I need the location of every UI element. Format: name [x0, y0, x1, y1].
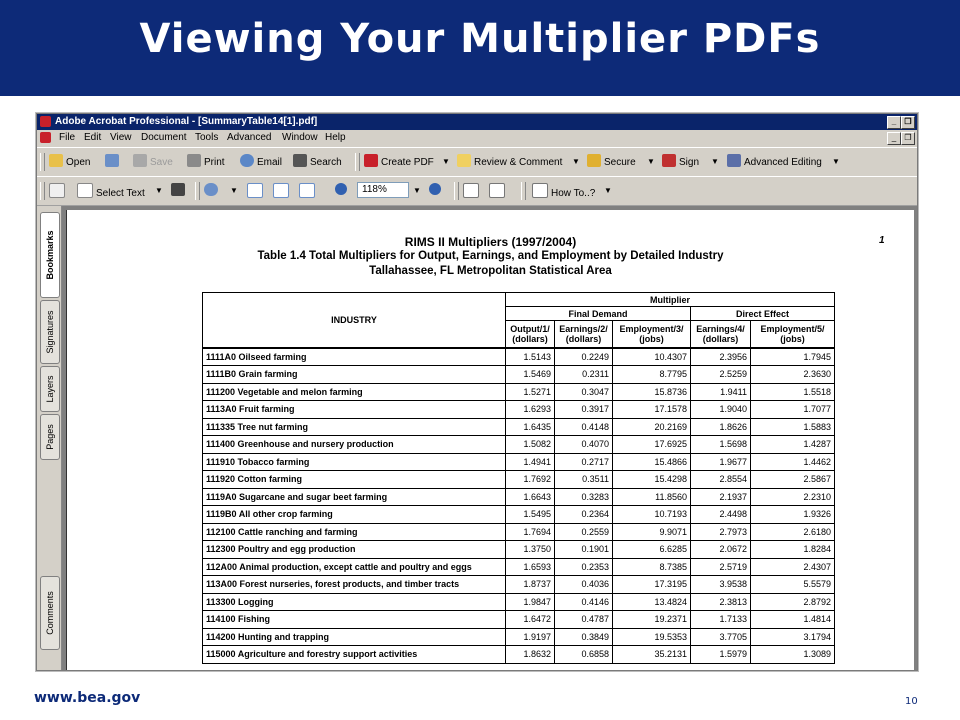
- pdf-page: [66, 210, 914, 670]
- value-cell: 1.5469: [506, 366, 555, 384]
- value-cell: 2.4307: [751, 558, 835, 576]
- table-row: [203, 628, 835, 646]
- hand-icon: [49, 183, 65, 198]
- folder-icon: [49, 154, 63, 167]
- industry-cell: 114200 Hunting and trapping: [203, 628, 506, 646]
- menu-advanced[interactable]: Advanced: [227, 132, 272, 143]
- value-cell: 3.9538: [691, 576, 751, 594]
- value-cell: 19.2371: [613, 611, 691, 629]
- toolbar-file: [37, 147, 917, 177]
- value-cell: 2.5719: [691, 558, 751, 576]
- lock-icon: [587, 154, 601, 167]
- value-cell: 0.2717: [555, 453, 613, 471]
- value-cell: 1.4814: [751, 611, 835, 629]
- value-cell: 1.7133: [691, 611, 751, 629]
- value-cell: 1.9326: [751, 506, 835, 524]
- value-cell: 1.8632: [506, 646, 555, 664]
- value-cell: 0.4148: [555, 418, 613, 436]
- value-cell: 9.9071: [613, 523, 691, 541]
- value-cell: 1.5883: [751, 418, 835, 436]
- value-cell: 1.6435: [506, 418, 555, 436]
- pen-icon: [662, 154, 676, 167]
- table-row: [203, 506, 835, 524]
- table-row: [203, 523, 835, 541]
- menu-file[interactable]: File: [59, 132, 76, 143]
- plus-icon: [429, 183, 441, 195]
- email-button[interactable]: Email: [240, 154, 282, 170]
- value-cell: 1.7945: [751, 348, 835, 366]
- fit-page-icon: [273, 183, 289, 198]
- advanced-editing-button[interactable]: Advanced Editing: [727, 154, 822, 170]
- help-list-icon: [532, 183, 548, 198]
- create-pdf-dropdown[interactable]: ▼: [442, 157, 450, 166]
- value-cell: 1.8626: [691, 418, 751, 436]
- disk-icon: [133, 154, 147, 167]
- value-cell: 1.6593: [506, 558, 555, 576]
- value-cell: 0.1901: [555, 541, 613, 559]
- header-final-demand: Final Demand: [506, 307, 691, 321]
- value-cell: 0.2353: [555, 558, 613, 576]
- select-object-icon: [727, 154, 741, 167]
- document-pane: [62, 206, 917, 670]
- secure-button[interactable]: Secure: [587, 154, 636, 170]
- minus-icon: [335, 183, 347, 195]
- value-cell: 1.5082: [506, 436, 555, 454]
- value-cell: 3.7705: [691, 628, 751, 646]
- table-row: [203, 366, 835, 384]
- how-to-dropdown[interactable]: ▼: [604, 186, 612, 195]
- value-cell: 0.3511: [555, 471, 613, 489]
- value-cell: 2.2310: [751, 488, 835, 506]
- industry-cell: 113300 Logging: [203, 593, 506, 611]
- value-cell: 0.4036: [555, 576, 613, 594]
- review-comment-button[interactable]: Review & Comment: [457, 154, 562, 170]
- rotate-button[interactable]: [463, 183, 482, 199]
- value-cell: 2.5259: [691, 366, 751, 384]
- table-row: [203, 576, 835, 594]
- value-cell: 1.4941: [506, 453, 555, 471]
- open-button[interactable]: Open: [49, 154, 90, 170]
- value-cell: 0.2364: [555, 506, 613, 524]
- value-cell: 0.2249: [555, 348, 613, 366]
- value-cell: 1.8284: [751, 541, 835, 559]
- value-cell: 10.7193: [613, 506, 691, 524]
- header-col-output: Output/1/ (dollars): [506, 321, 555, 348]
- header-col-employment: Employment/3/ (jobs): [613, 321, 691, 348]
- industry-cell: 1111B0 Grain farming: [203, 366, 506, 384]
- value-cell: 8.7795: [613, 366, 691, 384]
- toolbar-grip: [355, 153, 360, 171]
- save-button[interactable]: Save: [133, 154, 173, 170]
- search-button[interactable]: Search: [293, 154, 342, 170]
- advanced-editing-dropdown[interactable]: ▼: [832, 157, 840, 166]
- industry-cell: 1119B0 All other crop farming: [203, 506, 506, 524]
- sign-dropdown[interactable]: ▼: [711, 157, 719, 166]
- fit-width-icon: [299, 183, 315, 198]
- text-cursor-icon: [77, 183, 93, 198]
- value-cell: 10.4307: [613, 348, 691, 366]
- zoom-tool-button[interactable]: [204, 183, 221, 199]
- value-cell: 1.7694: [506, 523, 555, 541]
- toolbar-grip: [40, 153, 45, 171]
- value-cell: 2.7973: [691, 523, 751, 541]
- doc-area-title: Tallahassee, FL Metropolitan Statistical Area: [369, 265, 612, 277]
- table-row: [203, 453, 835, 471]
- create-pdf-button[interactable]: Create PDF: [364, 154, 434, 170]
- tab-bookmarks[interactable]: Bookmarks: [40, 212, 60, 298]
- window-titlebar: [37, 114, 917, 130]
- value-cell: 0.6858: [555, 646, 613, 664]
- industry-cell: 111400 Greenhouse and nursery production: [203, 436, 506, 454]
- menu-view[interactable]: View: [110, 132, 132, 143]
- value-cell: 1.9197: [506, 628, 555, 646]
- table-row: [203, 488, 835, 506]
- print-button[interactable]: Print: [187, 154, 225, 170]
- sign-button[interactable]: Sign: [662, 154, 699, 170]
- organizer-icon: [105, 154, 119, 167]
- header-industry: INDUSTRY: [203, 293, 506, 348]
- table-row: [203, 558, 835, 576]
- slide-number: 10: [905, 696, 918, 707]
- multiplier-table: [202, 292, 835, 664]
- industry-cell: 115000 Agriculture and forestry support activities: [203, 646, 506, 664]
- actual-size-button[interactable]: [247, 183, 266, 199]
- fit-width-button[interactable]: [299, 183, 318, 199]
- document-icon: [40, 132, 51, 143]
- review-dropdown[interactable]: ▼: [572, 157, 580, 166]
- rotate-icon: [463, 183, 479, 198]
- value-cell: 8.7385: [613, 558, 691, 576]
- value-cell: 1.3089: [751, 646, 835, 664]
- table-row: [203, 401, 835, 419]
- industry-cell: 111200 Vegetable and melon farming: [203, 383, 506, 401]
- zoom-out-button[interactable]: [335, 183, 350, 199]
- toolbar-grip: [521, 182, 526, 200]
- value-cell: 17.6925: [613, 436, 691, 454]
- binoculars-icon: [293, 154, 307, 167]
- table-row: [203, 541, 835, 559]
- industry-cell: 1119A0 Sugarcane and sugar beet farming: [203, 488, 506, 506]
- rotate-view-button[interactable]: [489, 183, 508, 199]
- acrobat-app-icon: [40, 116, 51, 127]
- value-cell: 1.6643: [506, 488, 555, 506]
- value-cell: 35.2131: [613, 646, 691, 664]
- zoom-tool-dropdown[interactable]: ▼: [230, 186, 238, 195]
- header-direct-effect: Direct Effect: [691, 307, 835, 321]
- menu-tools[interactable]: Tools: [195, 132, 219, 143]
- tab-signatures[interactable]: Signatures: [40, 300, 60, 364]
- minimize-button[interactable]: _: [887, 116, 901, 129]
- industry-cell: 114100 Fishing: [203, 611, 506, 629]
- zoom-dropdown[interactable]: ▼: [413, 186, 421, 195]
- value-cell: 0.2559: [555, 523, 613, 541]
- printer-icon: [187, 154, 201, 167]
- value-cell: 5.5579: [751, 576, 835, 594]
- value-cell: 2.1937: [691, 488, 751, 506]
- table-row: [203, 593, 835, 611]
- value-cell: 1.6472: [506, 611, 555, 629]
- value-cell: 15.8736: [613, 383, 691, 401]
- table-row: [203, 436, 835, 454]
- tab-pages[interactable]: Pages: [40, 414, 60, 460]
- camera-icon: [171, 183, 185, 196]
- magnifier-icon: [204, 183, 218, 196]
- value-cell: 20.2169: [613, 418, 691, 436]
- value-cell: 0.4146: [555, 593, 613, 611]
- rotate-view-icon: [489, 183, 505, 198]
- doc-title: RIMS II Multipliers (1997/2004): [404, 235, 577, 249]
- hand-tool-button[interactable]: [49, 183, 68, 199]
- menu-help[interactable]: Help: [325, 132, 346, 143]
- zoom-input[interactable]: [357, 182, 409, 198]
- table-row: [203, 646, 835, 664]
- table-body: [203, 348, 835, 664]
- value-cell: 2.6180: [751, 523, 835, 541]
- menu-edit[interactable]: Edit: [84, 132, 102, 143]
- industry-cell: 111920 Cotton farming: [203, 471, 506, 489]
- slide-title: Viewing Your Multiplier PDFs: [139, 16, 821, 62]
- value-cell: 2.0672: [691, 541, 751, 559]
- menu-bar: [37, 130, 917, 146]
- navigation-pane-tabs: [37, 206, 62, 670]
- snapshot-button[interactable]: [171, 183, 188, 199]
- industry-cell: 112A00 Animal production, except cattle and poultry and eggs: [203, 558, 506, 576]
- value-cell: 11.8560: [613, 488, 691, 506]
- value-cell: 1.5143: [506, 348, 555, 366]
- industry-cell: 111910 Tobacco farming: [203, 453, 506, 471]
- table-row: [203, 418, 835, 436]
- value-cell: 6.6285: [613, 541, 691, 559]
- create-pdf-icon: [364, 154, 378, 167]
- page-number: 1: [879, 235, 885, 246]
- value-cell: 1.5698: [691, 436, 751, 454]
- tab-layers[interactable]: Layers: [40, 366, 60, 412]
- value-cell: 1.9677: [691, 453, 751, 471]
- value-cell: 0.2311: [555, 366, 613, 384]
- value-cell: 2.4498: [691, 506, 751, 524]
- comment-icon: [457, 154, 471, 167]
- value-cell: 1.6293: [506, 401, 555, 419]
- slide-header: [0, 0, 960, 96]
- zoom-in-button[interactable]: [429, 183, 444, 199]
- how-to-button[interactable]: How To..?: [532, 183, 595, 199]
- value-cell: 15.4298: [613, 471, 691, 489]
- secure-dropdown[interactable]: ▼: [647, 157, 655, 166]
- value-cell: 2.5867: [751, 471, 835, 489]
- value-cell: 0.4787: [555, 611, 613, 629]
- value-cell: 1.5495: [506, 506, 555, 524]
- table-row: [203, 383, 835, 401]
- value-cell: 1.5518: [751, 383, 835, 401]
- value-cell: 17.1578: [613, 401, 691, 419]
- value-cell: 17.3195: [613, 576, 691, 594]
- value-cell: 1.4287: [751, 436, 835, 454]
- value-cell: 0.3047: [555, 383, 613, 401]
- value-cell: 1.7692: [506, 471, 555, 489]
- value-cell: 1.9040: [691, 401, 751, 419]
- value-cell: 0.3917: [555, 401, 613, 419]
- value-cell: 1.7077: [751, 401, 835, 419]
- doc-minimize-button[interactable]: _: [887, 132, 901, 145]
- header-multiplier: Multiplier: [506, 293, 835, 307]
- value-cell: 2.3813: [691, 593, 751, 611]
- value-cell: 1.5271: [506, 383, 555, 401]
- window-title: Adobe Acrobat Professional - [SummaryTable14[1].pdf]: [55, 116, 318, 127]
- tab-comments[interactable]: Comments: [40, 576, 60, 650]
- industry-cell: 113A00 Forest nurseries, forest products, and timber tracts: [203, 576, 506, 594]
- table-row: [203, 471, 835, 489]
- value-cell: 1.3750: [506, 541, 555, 559]
- value-cell: 13.4824: [613, 593, 691, 611]
- value-cell: 1.5979: [691, 646, 751, 664]
- value-cell: 0.4070: [555, 436, 613, 454]
- header-col-direct-earnings: Earnings/4/ (dollars): [691, 321, 751, 348]
- value-cell: 1.9411: [691, 383, 751, 401]
- value-cell: 15.4866: [613, 453, 691, 471]
- industry-cell: 111335 Tree nut farming: [203, 418, 506, 436]
- value-cell: 1.9847: [506, 593, 555, 611]
- industry-cell: 112100 Cattle ranching and farming: [203, 523, 506, 541]
- toolbar-grip: [195, 182, 200, 200]
- toolbar-view: [37, 176, 917, 206]
- value-cell: 0.3283: [555, 488, 613, 506]
- value-cell: 1.8737: [506, 576, 555, 594]
- value-cell: 1.4462: [751, 453, 835, 471]
- select-text-button[interactable]: Select Text: [77, 183, 145, 199]
- industry-cell: 1111A0 Oilseed farming: [203, 348, 506, 366]
- header-col-direct-employment: Employment/5/ (jobs): [751, 321, 835, 348]
- select-text-dropdown[interactable]: ▼: [155, 186, 163, 195]
- industry-cell: 1113A0 Fruit farming: [203, 401, 506, 419]
- value-cell: 3.1794: [751, 628, 835, 646]
- industry-cell: 112300 Poultry and egg production: [203, 541, 506, 559]
- value-cell: 19.5353: [613, 628, 691, 646]
- organizer-button[interactable]: [105, 154, 122, 170]
- value-cell: 2.8792: [751, 593, 835, 611]
- doc-table-title: Table 1.4 Total Multipliers for Output, Earnings, and Employment by Detailed Industry: [257, 250, 724, 262]
- header-col-earnings: Earnings/2/ (dollars): [555, 321, 613, 348]
- toolbar-grip: [40, 182, 45, 200]
- value-cell: 2.3956: [691, 348, 751, 366]
- value-cell: 2.3630: [751, 366, 835, 384]
- menu-document[interactable]: Document: [141, 132, 187, 143]
- doc-restore-button[interactable]: ❐: [901, 132, 915, 145]
- toolbar-grip: [454, 182, 459, 200]
- table-row: [203, 348, 835, 366]
- menu-window[interactable]: Window: [282, 132, 318, 143]
- acrobat-window: [36, 113, 918, 671]
- value-cell: 2.8554: [691, 471, 751, 489]
- restore-button[interactable]: ❐: [901, 116, 915, 129]
- table-row: [203, 611, 835, 629]
- email-icon: [240, 154, 254, 167]
- page-icon: [247, 183, 263, 198]
- value-cell: 0.3849: [555, 628, 613, 646]
- footer-url: www.bea.gov: [34, 690, 141, 706]
- fit-page-button[interactable]: [273, 183, 292, 199]
